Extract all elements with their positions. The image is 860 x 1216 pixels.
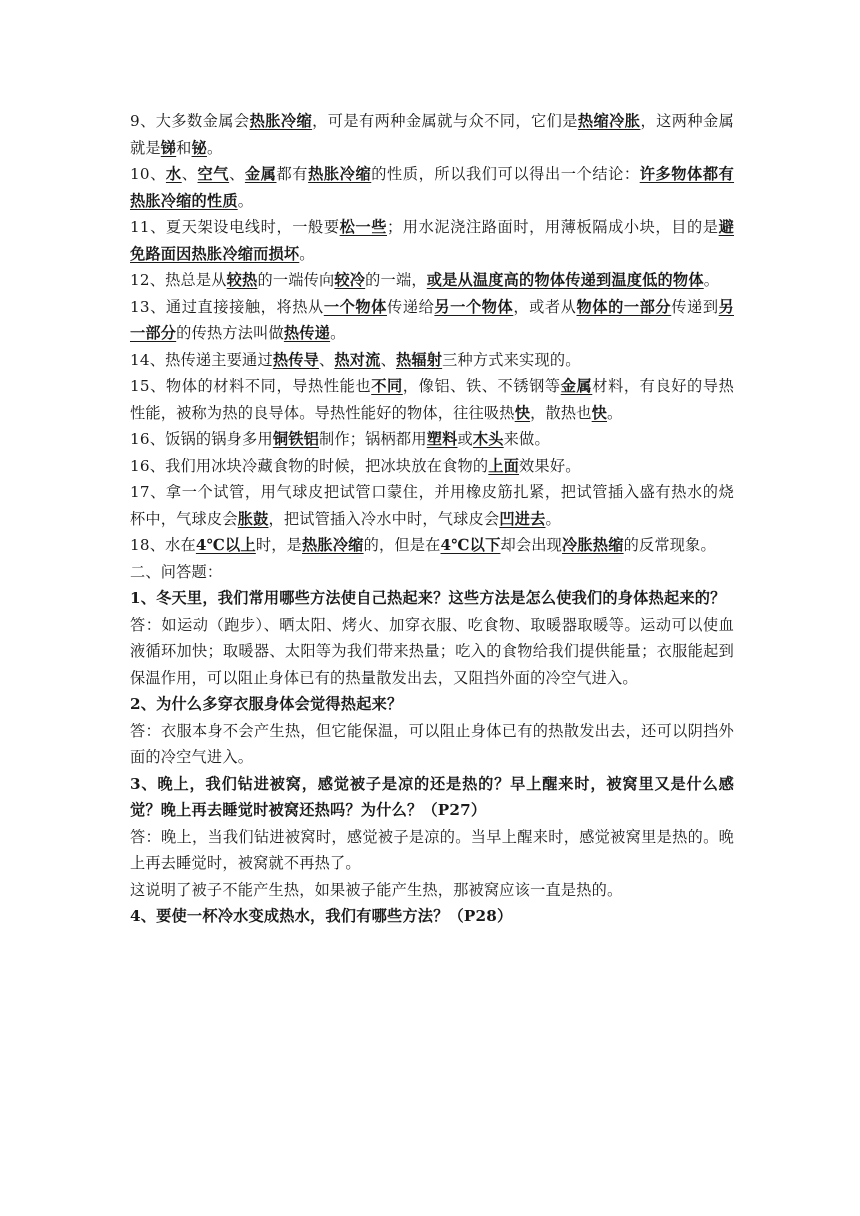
item-text: 13、通过直接接触，将热从 (130, 297, 324, 316)
answer-2-1: 答：衣服本身不会产生热，但它能保温，可以阻止身体已有的热散发出去，还可以阴挡外面的冷空气进入。 (130, 721, 734, 766)
item-text: 的一端传向 (257, 271, 335, 289)
item-text: 传递到 (671, 297, 719, 316)
underlined-answer: 水 (165, 165, 182, 183)
item-text: 。 (607, 403, 623, 422)
underlined-answer: 或是从温度高的物体传递到温度低的物体 (426, 271, 704, 289)
item-text: 18、水在 (130, 536, 196, 554)
question-4: 4、要使一杯冷水变成热水，我们有哪些方法？（P28） (130, 907, 513, 925)
item-17 (130, 479, 734, 532)
underlined-answer: 松一些 (339, 218, 387, 236)
item-text: ，可是有两种金属就与众不同，它们是 (312, 112, 578, 130)
item-text: 15、物体的材料不同，导热性能也 (130, 377, 372, 395)
answer-1-1: 答：如运动（跑步）、晒太阳、烤火、加穿衣服、吃食物、取暖器取暖等。运动可以使血液循环加快；取暖器、太阳等为我们带来热量；吃入的食物给我们提供能量；衣服能起到保温作用，可以阻止身体已有的热量散发出去，又阻挡外面的冷空气进入。 (130, 615, 734, 687)
question-answer-list (130, 585, 734, 930)
underlined-answer: 热辐射 (395, 350, 443, 369)
underlined-answer: 上面 (488, 456, 520, 475)
underlined-answer: 胀鼓 (237, 509, 269, 528)
item-text: 或 (457, 430, 473, 448)
item-text: 。 (206, 138, 223, 157)
item-text: 的性质，所以我们可以得出一个结论： (371, 165, 640, 183)
underlined-answer: 4℃以下 (440, 536, 501, 554)
item-14 (130, 347, 734, 374)
underlined-answer: 较热 (226, 271, 258, 289)
underlined-answer: 热传导 (272, 350, 319, 369)
item-text: 时，是 (255, 536, 303, 554)
underlined-answer: 较冷 (334, 271, 366, 289)
item-16b (130, 453, 734, 480)
underlined-answer: 铜铁铝 (272, 430, 319, 448)
underlined-answer: 许多物体都有热胀冷缩的性质 (130, 165, 735, 210)
item-text: 、 (229, 165, 245, 183)
underlined-answer: 4℃以上 (195, 536, 256, 554)
item-text: 。 (703, 271, 720, 289)
item-text: 10、 (130, 165, 166, 183)
item-text: 9、大多数金属会 (130, 112, 250, 130)
item-text: ，像铝、铁、不锈钢等 (402, 377, 561, 395)
underlined-answer: 金属 (560, 377, 593, 395)
underlined-answer: 物体的一部分 (576, 297, 672, 316)
item-text: 11、夏天架设电线时，一般要 (130, 218, 340, 236)
underlined-answer: 空气 (197, 165, 230, 183)
question-1: 1、冬天里，我们常用哪些方法使自己热起来？这些方法是怎么使我们的身体热起来的？ (130, 589, 726, 607)
item-text: ，或者从 (513, 297, 577, 316)
section-title: 二、问答题： (130, 562, 223, 581)
item-text: 的传热方法叫做 (176, 324, 284, 342)
underlined-answer: 另一个物体 (434, 297, 514, 316)
item-text: ；用水泥浇注路面时，用薄板隔成小块，目的是 (387, 218, 719, 236)
item-text: ，散热也 (530, 403, 592, 422)
underlined-answer: 锑 (160, 138, 177, 157)
question-2: 2、为什么多穿衣服身体会觉得热起来？ (130, 695, 403, 713)
underlined-answer: 热传递 (283, 324, 331, 342)
item-text: 都有 (276, 165, 309, 183)
underlined-answer: 一个物体 (323, 297, 387, 316)
item-text: 。 (330, 324, 346, 342)
item-text: 的，但是在 (363, 536, 441, 554)
underlined-answer: 快 (591, 403, 608, 422)
question-3: 3、晚上，我们钻进被窝，感觉被子是凉的还是热的？早上醒来时，被窝里又是什么感觉？晚上再去睡觉时被窝还热吗？为什么？（P27） (130, 774, 734, 819)
item-text: 和 (176, 138, 192, 157)
item-text: 、 (380, 350, 396, 369)
item-text: ，把试管插入冷水中时，气球皮会 (268, 509, 500, 528)
answer-3-2: 这说明了被子不能产生热，如果被子能产生热，那被窝应该一直是热的。 (130, 880, 623, 899)
item-text: 制作；锅柄都用 (319, 430, 427, 448)
item-text: 三种方式来实现的。 (442, 350, 581, 369)
item-16a (130, 426, 734, 453)
underlined-answer: 热胀冷缩 (249, 112, 313, 130)
item-18 (130, 532, 734, 559)
item-13 (130, 294, 734, 347)
underlined-answer: 另一部分 (130, 297, 734, 342)
underlined-answer: 冷胀热缩 (562, 536, 624, 554)
underlined-answer: 金属 (244, 165, 277, 183)
item-12 (130, 267, 734, 294)
answer-3-1: 答：晚上，当我们钻进被窝时，感觉被子是凉的。当早上醒来时，感觉被窝里是热的。晚上再去睡觉时，被窝就不再热了。 (130, 827, 734, 872)
item-text: 来做。 (503, 430, 550, 448)
item-text: 效果好。 (519, 456, 581, 475)
item-text: 、 (181, 165, 198, 183)
underlined-answer: 热胀冷缩 (302, 536, 364, 554)
item-text: ，这两种金属就是 (130, 112, 735, 157)
underlined-answer: 铋 (191, 138, 207, 157)
item-text: 16、饭锅的锅身多用 (130, 430, 273, 448)
underlined-answer: 凹进去 (499, 509, 546, 528)
item-text: 12、热总是从 (130, 271, 227, 289)
item-text: 16、我们用冰块冷藏食物的时候，把冰块放在食物的 (130, 456, 489, 475)
item-text: 传递给 (386, 297, 435, 316)
fill-in-items (130, 108, 734, 559)
item-text: 17、拿一个试管，用气球皮把试管口蒙住，并用橡皮筋扎紧，把试管插入盛有热水的烧杯中，气球皮会 (130, 483, 734, 528)
item-text: 的一端， (365, 271, 427, 289)
document-content (130, 108, 734, 930)
item-15 (130, 373, 734, 426)
item-text: 材料，有良好的导热性能，被称为热的良导体。导热性能好的物体，往往吸热 (130, 377, 735, 422)
item-text: 。 (299, 244, 315, 263)
underlined-answer: 塑料 (426, 430, 458, 448)
item-9 (130, 108, 734, 161)
item-text: 的反常现象。 (623, 536, 716, 554)
underlined-answer: 避免路面因热胀冷缩而损坏 (130, 218, 734, 263)
item-11 (130, 214, 734, 267)
underlined-answer: 木头 (472, 430, 504, 448)
item-text: 14、热传递主要通过 (130, 350, 273, 369)
item-text: 、 (319, 350, 335, 369)
item-text: 。 (237, 191, 254, 210)
item-10 (130, 161, 734, 214)
underlined-answer: 热胀冷缩 (308, 165, 372, 183)
underlined-answer: 热缩冷胀 (577, 112, 641, 130)
underlined-answer: 快 (514, 403, 531, 422)
item-text: 却会出现 (500, 536, 563, 554)
underlined-answer: 热对流 (334, 350, 381, 369)
underlined-answer: 不同 (371, 377, 403, 395)
item-text: 。 (545, 509, 561, 528)
